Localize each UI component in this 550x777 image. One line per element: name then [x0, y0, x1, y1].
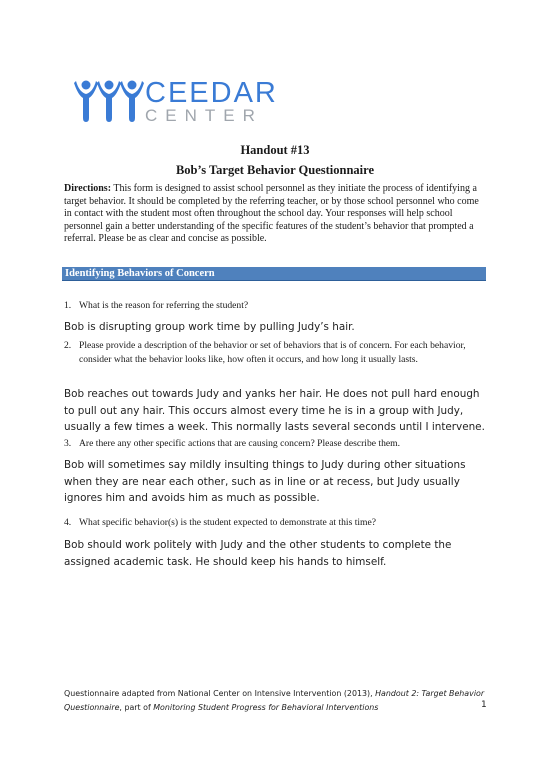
answer-4: Bob should work politely with Judy and the other students to complete the assigned academic task. He should keep his hands to himself. [64, 539, 452, 568]
question-2 [64, 339, 484, 366]
directions-text: This form is designed to assist school personnel as they initiate the process of identifying a target behavior. It should be completed by the referring teacher, or by those school personnel who come in contact with the student most often throughout the school day. Your responses will help school personnel gain a better understanding of the specific features of the student’s behavior that prompted a referral. Please be as clear and concise as possible. [64, 183, 479, 245]
footer-prefix: Questionnaire adapted from National Center on Intensive Intervention (2013), [64, 689, 376, 698]
footer-module-title: Monitoring Student Progress for Behavioral Interventions [153, 702, 379, 712]
directions-paragraph [64, 183, 480, 246]
section-title: Identifying Behaviors of Concern [65, 268, 215, 279]
logo-text-center: CENTER [145, 106, 263, 125]
footer-middle: , part of [119, 702, 154, 712]
footer-handout-title: Handout 2: Target Behavior Questionnaire [64, 689, 485, 712]
question-text: Are there any other specific actions that are causing concern? Please describe them. [79, 438, 400, 449]
ceedar-logo [74, 77, 278, 128]
question-number: 1. [64, 300, 72, 311]
question-3 [64, 437, 484, 451]
question-number: 3. [64, 438, 72, 449]
page-number: 1 [481, 700, 487, 710]
question-text: What specific behavior(s) is the student expected to demonstrate at this time? [79, 517, 377, 528]
people-figures-icon [74, 78, 144, 128]
answer-2: Bob reaches out towards Judy and yanks her hair. He does not pull hard enough to pull out any hair. This occurs almost every time he is in a group with Judy, usually a few times a week. This normally lasts several seconds until I intervene. [64, 388, 485, 433]
question-number: 2. [64, 340, 72, 351]
question-1 [64, 299, 484, 313]
directions-label: Directions: [64, 183, 112, 194]
logo-text-ceedar: CEEDAR [145, 77, 278, 109]
page-title: Bob’s Target Behavior Questionnaire [175, 163, 375, 177]
question-4 [64, 516, 484, 530]
question-text: Please provide a description of the behavior or set of behaviors that is of concern. For each behavior, consider what the behavior looks like, how often it occurs, and how long it usually lasts. [79, 340, 466, 365]
question-text: What is the reason for referring the student? [79, 300, 249, 311]
answer-1: Bob is disrupting group work time by pulling Judy’s hair. [64, 321, 355, 333]
question-number: 4. [64, 517, 72, 528]
footer-citation [64, 687, 494, 714]
section-header-bar [62, 267, 486, 281]
answer-3: Bob will sometimes say mildly insulting things to Judy during other situations when they are near each other, such as in line or at recess, but Judy usually ignores him and avoids him as much as possible. [64, 459, 466, 504]
handout-number: Handout #13 [240, 143, 310, 157]
